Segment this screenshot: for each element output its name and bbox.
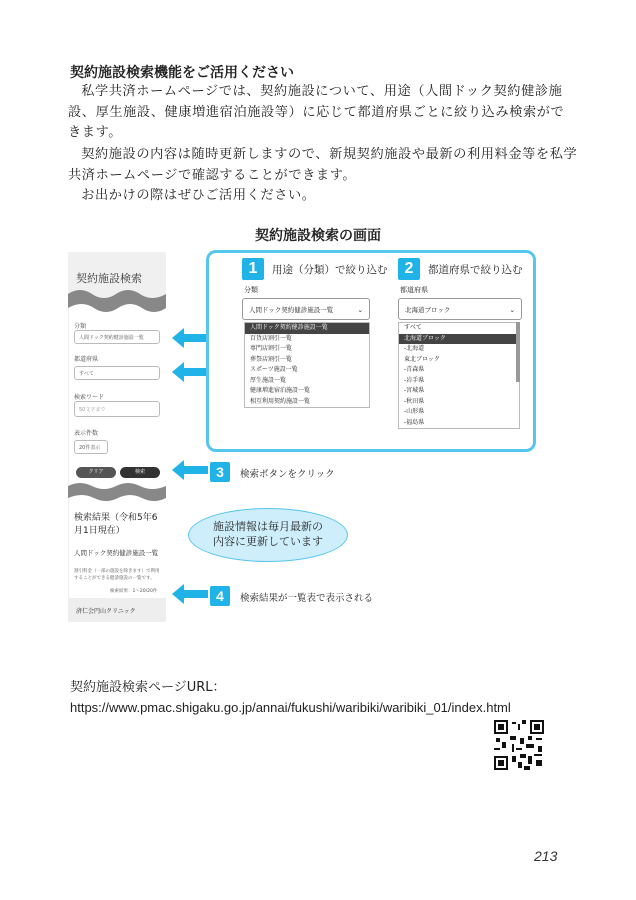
- wave-decoration-2: [68, 482, 166, 504]
- pref-option[interactable]: 北海道ブロック: [399, 334, 519, 345]
- paragraph-3: お出かけの際はぜひご活用ください。: [81, 188, 316, 203]
- pref-option[interactable]: -岩手県: [404, 376, 425, 384]
- pref-option[interactable]: 東北ブロック: [404, 355, 440, 363]
- step-1-title: 用途（分類）で絞り込む: [272, 264, 388, 276]
- figure-title: 契約施設検索の画面: [255, 228, 381, 244]
- pref-label: 都道府県: [400, 286, 428, 294]
- step-2-badge-large: 2: [398, 258, 420, 280]
- pref-option[interactable]: -福島県: [404, 418, 425, 426]
- category-option[interactable]: 葬祭店割引一覧: [250, 355, 293, 363]
- pref-select[interactable]: [398, 298, 522, 320]
- pref-option[interactable]: -青森県: [404, 366, 425, 373]
- category-options: [244, 322, 370, 408]
- mock-pref-select[interactable]: すべて: [74, 366, 160, 380]
- pref-options: [398, 322, 520, 429]
- mock-category-select[interactable]: 人間ドック契約健診施設一覧: [74, 330, 160, 344]
- category-selected: 人間ドック契約健診施設一覧: [249, 306, 334, 314]
- category-option[interactable]: 専門店割引一覧: [250, 345, 293, 352]
- arrow-left-icon: [172, 584, 208, 604]
- pref-option[interactable]: -宮城県: [404, 387, 425, 394]
- category-option[interactable]: 百貨店割引一覧: [250, 334, 293, 342]
- mock-result-category: 人間ドック契約健診施設一覧: [74, 549, 159, 557]
- arrow-left-icon: [172, 328, 208, 348]
- wave-decoration: [68, 286, 166, 316]
- mock-result-note: 割引料金（一部の施設を除きます）で利用することができる健診施設の一覧です。: [74, 569, 160, 581]
- mock-result-heading: 検索結果（令和5年6月1日現在）: [74, 513, 158, 536]
- mock-search-button[interactable]: 検索: [120, 467, 160, 478]
- mockup-title: 契約施設検索: [76, 272, 142, 285]
- chevron-down-icon: ⌄: [357, 306, 363, 314]
- mock-keyword-input[interactable]: 50文字まで: [74, 401, 160, 417]
- url-link[interactable]: https://www.pmac.shigaku.go.jp/annai/fukushi/waribiki/waribiki_01/index.html: [70, 700, 511, 715]
- step-2-title: 都道府県で絞り込む: [428, 264, 523, 276]
- url-label: 契約施設検索ページURL：: [70, 680, 226, 695]
- mock-clear-button[interactable]: クリア: [76, 467, 116, 478]
- step-4-badge: 4: [210, 586, 230, 606]
- step-3-text: 検索ボタンをクリック: [240, 469, 335, 480]
- mock-count-select[interactable]: 20件表示: [74, 440, 108, 454]
- pref-option[interactable]: -秋田県: [404, 397, 425, 405]
- paragraph-2: 契約施設の内容は随時更新しますので、新規契約施設や最新の利用料金等を私学共済ホームページで確認することができます。: [68, 147, 578, 183]
- pref-option[interactable]: -山形県: [404, 408, 425, 415]
- pref-option[interactable]: -北海道: [404, 345, 425, 352]
- pref-selected: 北海道ブロック: [405, 306, 451, 314]
- mock-keyword-label: 検索ワード: [74, 394, 105, 401]
- section-heading: 契約施設検索機能をご活用ください: [70, 65, 294, 81]
- mock-count-label: 表示件数: [74, 430, 99, 437]
- scrollbar[interactable]: [516, 322, 520, 382]
- paragraph-1: 私学共済ホームページでは、契約施設について、用途（人間ドック契約健診施設、厚生施設、健康増進宿泊施設等）に応じて都道府県ごとに絞り込み検索ができます。: [68, 84, 565, 140]
- chevron-down-icon: ⌄: [509, 306, 515, 314]
- category-option[interactable]: 厚生施設一覧: [250, 376, 287, 384]
- update-callout: [188, 508, 348, 562]
- mock-result-item[interactable]: 済仁会円山クリニック: [76, 608, 136, 615]
- category-label: 分類: [244, 286, 258, 294]
- mock-category-label: 分類: [74, 323, 87, 330]
- mock-result-count: 検索結果：1〜20/20件: [110, 589, 158, 594]
- arrow-left-icon: [172, 460, 208, 480]
- step-3-badge: 3: [210, 462, 230, 482]
- mock-pref-label: 都道府県: [74, 356, 99, 363]
- pref-option[interactable]: すべて: [404, 324, 422, 331]
- category-option[interactable]: 人間ドック契約健診施設一覧: [245, 323, 369, 334]
- category-option[interactable]: 相互利用契約施設一覧: [250, 397, 311, 405]
- category-option[interactable]: 健康増進宿泊施設一覧: [250, 387, 311, 394]
- arrow-left-icon: [172, 362, 208, 382]
- category-option[interactable]: スポーツ施設一覧: [250, 366, 298, 373]
- callout-text: 施設情報は毎月最新の内容に更新しています: [213, 520, 323, 548]
- page-number: 213: [534, 848, 558, 864]
- step-1-badge-large: 1: [242, 258, 264, 280]
- qr-code-icon: [494, 720, 544, 770]
- category-select[interactable]: [242, 298, 370, 320]
- step-4-text: 検索結果が一覧表で表示される: [240, 593, 374, 604]
